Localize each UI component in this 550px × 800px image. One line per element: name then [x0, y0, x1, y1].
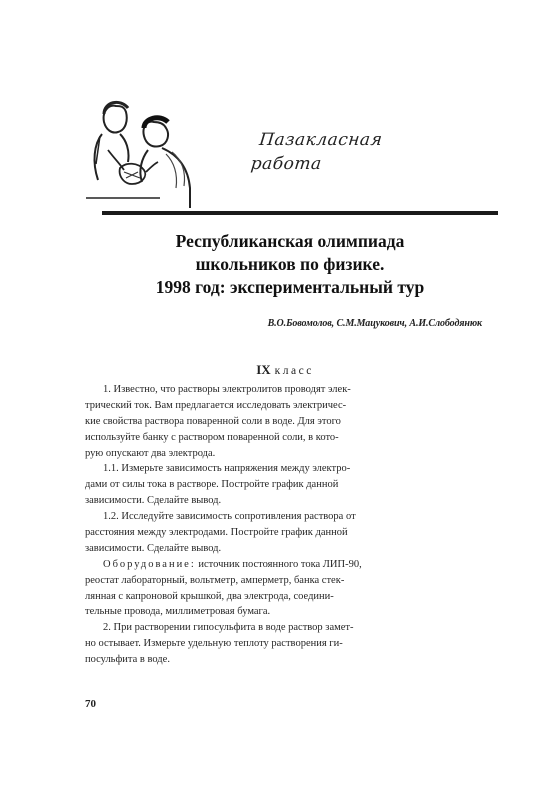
p4-line: [85, 557, 487, 573]
p1-line: используйте банку с раствором поваренной соли, в кото-: [85, 431, 339, 443]
section-label-line2: работа: [249, 154, 323, 174]
p3-line: зависимости. Сделайте вывод.: [85, 542, 222, 554]
section-label-line1: Пазакласная: [258, 130, 384, 150]
p3-line: 1.2. Исследуйте зависимость сопротивления раствора от: [103, 511, 356, 523]
body-text: [85, 382, 487, 668]
illustration-two-people-experiment: [86, 92, 198, 210]
title-line1: Республиканская олимпиада: [175, 231, 405, 251]
p2-line: 1.1. Измерьте зависимость напряжения между электро-: [103, 463, 351, 475]
title-line2: школьников по физике.: [195, 254, 385, 274]
p1-line: кие свойства раствора поваренной соли в воде. Для этого: [85, 415, 341, 427]
title-line3: 1998 год: экспериментальный тур: [155, 277, 425, 297]
p1-line: рую опускают два электрода.: [85, 447, 216, 459]
p4-line: тельные провода, миллиметровая бумага.: [85, 606, 271, 618]
authors: В.О.Бовомолов, С.М.Мацукович, А.И.Слободянюк: [267, 318, 482, 329]
p1-line: трический ток. Вам предлагается исследовать электричес-: [85, 399, 347, 411]
equipment-first-line: источник постоянного тока ЛИП-90,: [198, 558, 362, 570]
article-title: [80, 230, 500, 299]
p2-line: зависимости. Сделайте вывод.: [85, 495, 222, 507]
grade-roman: IX: [256, 362, 271, 377]
p3-line: расстояния между электродами. Постройте график данной: [85, 527, 348, 539]
p4-line: реостат лабораторный, вольтметр, амперметр, банка стек-: [85, 574, 345, 586]
page-number: 70: [85, 698, 96, 710]
header-rule: [102, 211, 498, 215]
section-label: [249, 128, 383, 176]
equipment-label: Оборудование:: [103, 558, 196, 570]
p5-line: но остывает. Измерьте удельную теплоту растворения ги-: [85, 638, 343, 650]
grade-word: класс: [274, 365, 314, 377]
p1-line: 1. Известно, что растворы электролитов проводят элек-: [103, 384, 351, 395]
p5-line: посульфита в воде.: [85, 654, 170, 666]
p2-line: дами от силы тока в растворе. Постройте график данной: [85, 479, 339, 491]
p5-line: 2. При растворении гипосульфита в воде раствор замет-: [103, 622, 354, 634]
grade-heading: [90, 362, 480, 378]
p4-line: лянная с капроновой крышкой, два электрода, соедини-: [85, 590, 334, 602]
